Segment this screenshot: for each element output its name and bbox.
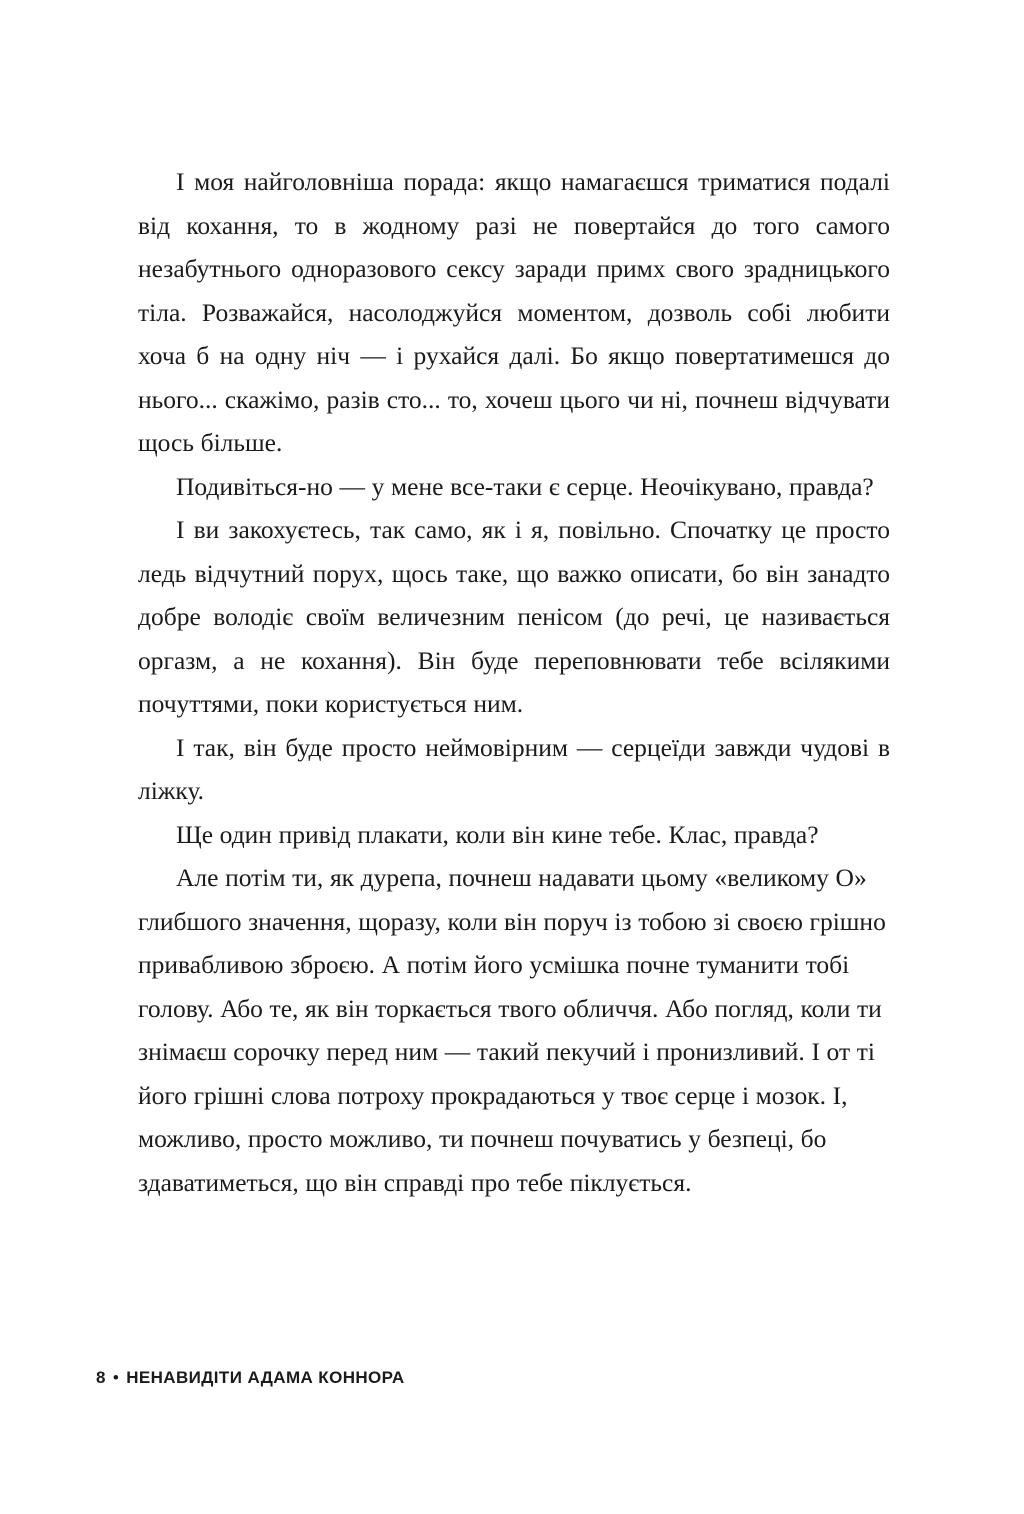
running-book-title: НЕНАВИДІТИ АДАМА КОННОРА <box>126 1368 405 1387</box>
paragraph: І ви закохуєтесь, так само, як і я, повільно. Спочатку це просто ледь відчутний порух, щось таке, що важко описати, бо він занадто добре володіє своїм величезним пенісом (до речі, це називається оргазм, а не кохання). Він буде переповнювати тебе всілякими почуттями, поки користується ним. <box>138 515 890 718</box>
paragraph: Ще один привід плакати, коли він кине тебе. Клас, правда? <box>176 819 819 849</box>
paragraph: Але потім ти, як дурепа, почнеш надавати цьому «великому О» глибшого значення, щоразу, коли він поруч із тобою зі своєю грішно привабливою зброєю. А потім його усмішка почне туманити тобі голову. Або те, як він торкається твого обличчя. Або погляд, коли ти знімаєш сорочку перед ним — такий пекучий і пронизливий. І от ті його грішні слова потроху прокрадаються у твоє серце і мозок. І, можливо, просто можливо, ти почнеш почуватись у безпеці, бо здаватиметься, що він справді про тебе піклується. <box>138 863 886 1197</box>
footer-separator: • <box>112 1368 120 1387</box>
page-text-block <box>138 160 890 1204</box>
paragraph: І так, він буде просто неймовірним — серцеїди завжди чудові в ліжку. <box>138 732 890 805</box>
page-footer <box>96 1368 896 1388</box>
paragraph: Подивіться-но — у мене все-таки є серце. Неочікувано, правда? <box>176 471 874 501</box>
page-number: 8 <box>96 1368 106 1387</box>
paragraph: І моя найголовніша порада: якщо намагаєшся триматися подалі від кохання, то в жодному разі не повертайся до того самого незабутнього одноразового сексу заради примх свого зрадницького тіла. Розважайся, насолоджуйся моментом, дозволь собі любити хоча б на одну ніч — і рухайся далі. Бо якщо повертатимешся до нього... скажімо, разів сто... то, хочеш цього чи ні, почнеш відчувати щось більше. <box>138 167 890 457</box>
